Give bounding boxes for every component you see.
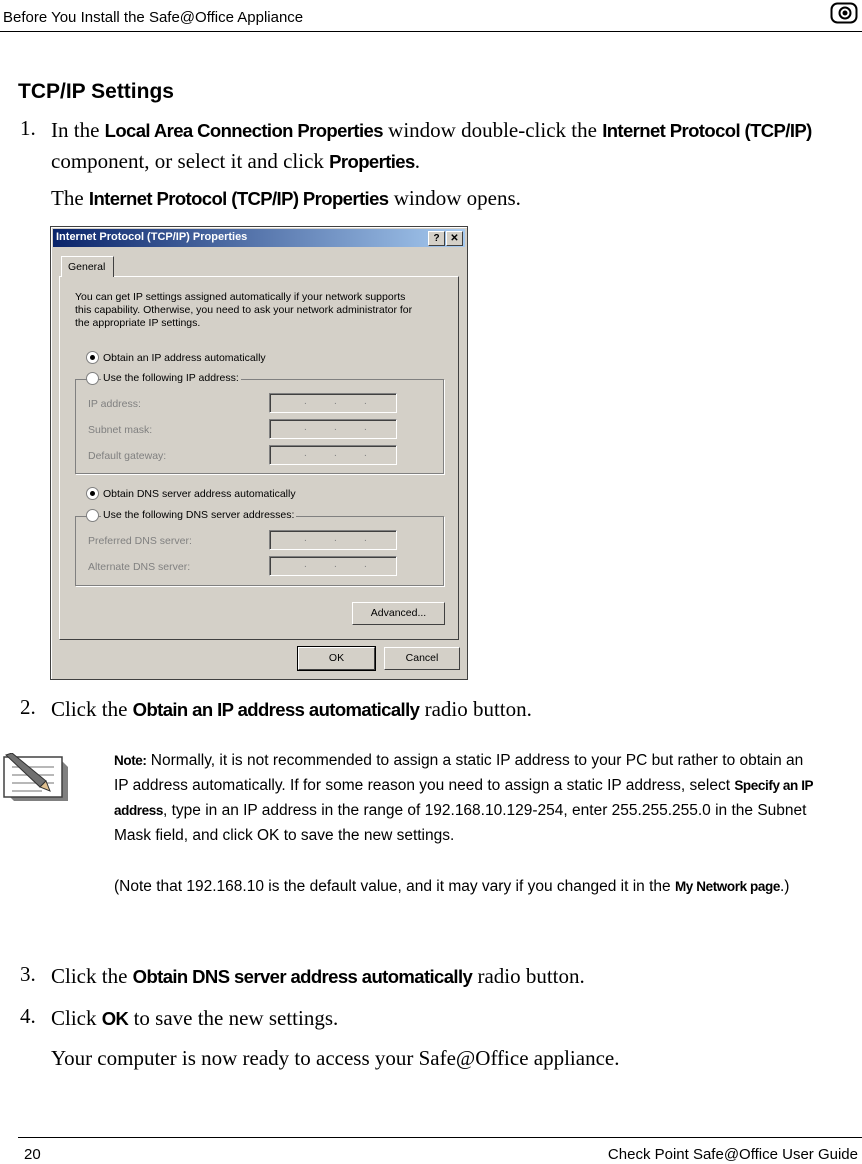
help-button[interactable]: ? (428, 231, 445, 246)
step-1-number: 1. (20, 116, 36, 140)
guide-title: Check Point Safe@Office User Guide (607, 1146, 858, 1163)
section-title: TCP/IP Settings (18, 80, 174, 103)
note-pencil-icon (2, 753, 68, 803)
tcpip-properties-dialog (50, 226, 468, 680)
checkpoint-logo-icon (830, 2, 858, 24)
intro-line-2: this capability. Otherwise, you need to ask your network administrator for (75, 304, 413, 316)
radio-obtain-dns-auto[interactable] (86, 487, 99, 500)
step-1-text: In the Local Area Connection Properties window double-click the Internet Protocol (TCP/IP) component, or select it and click Properties. (51, 118, 812, 173)
close-button[interactable]: ✕ (446, 231, 463, 246)
page-footer (18, 1137, 862, 1164)
step-2-text: Click the Obtain an IP address automatically radio button. (51, 697, 532, 721)
step-4-text: Click OK to save the new settings. (51, 1006, 339, 1030)
step-3-text: Click the Obtain DNS server address automatically radio button. (51, 964, 585, 988)
default-gateway-field[interactable]: . . . (269, 445, 397, 465)
note-paragraph-1: Note: Normally, it is not recommended to assign a static IP address to your PC but rather to obtain an IP address automatically. If for some reason you need to assign a static IP address, select Specify an IP address, type in an IP address in the range of 192.168.10.129-254, enter 255.255.255.0 in the Subnet Mask field, and click OK to save the new settings. (114, 752, 813, 844)
step-1-result: The Internet Protocol (TCP/IP) Properties window opens. (51, 186, 521, 210)
note-box (114, 748, 814, 899)
radio-use-following-ip-label: Use the following IP address: (103, 372, 239, 384)
note-paragraph-2: (Note that 192.168.10 is the default value, and it may vary if you changed it in the My Network page.) (114, 878, 790, 895)
intro-line-3: the appropriate IP settings. (75, 317, 201, 329)
ok-button[interactable]: OK (298, 647, 375, 670)
radio-obtain-dns-auto-label: Obtain DNS server address automatically (103, 488, 296, 500)
radio-use-following-dns-label: Use the following DNS server addresses: (103, 509, 295, 521)
subnet-mask-label: Subnet mask: (88, 424, 153, 436)
step-3-number: 3. (20, 962, 36, 986)
radio-obtain-ip-auto[interactable] (86, 351, 99, 364)
step-2-number: 2. (20, 695, 36, 719)
dialog-title: Internet Protocol (TCP/IP) Properties (56, 231, 248, 243)
page-number: 20 (24, 1146, 41, 1163)
preferred-dns-label: Preferred DNS server: (88, 535, 192, 547)
advanced-button[interactable]: Advanced... (352, 602, 445, 625)
header-title: Before You Install the Safe@Office Appliance (3, 9, 304, 26)
general-panel (59, 276, 459, 640)
intro-line-1: You can get IP settings assigned automatically if your network supports (75, 291, 406, 303)
radio-use-following-dns[interactable] (86, 509, 99, 522)
tab-general[interactable]: General (61, 256, 114, 277)
default-gateway-label: Default gateway: (88, 450, 167, 462)
preferred-dns-field[interactable]: . . . (269, 530, 397, 550)
alternate-dns-field[interactable]: . . . (269, 556, 397, 576)
dialog-title-bar (53, 229, 465, 247)
radio-obtain-ip-auto-label: Obtain an IP address automatically (103, 352, 266, 364)
note-label: Note: (114, 753, 147, 768)
step-4-number: 4. (20, 1004, 36, 1028)
closing-text: Your computer is now ready to access your Safe@Office appliance. (51, 1046, 620, 1070)
cancel-button[interactable]: Cancel (384, 647, 460, 670)
subnet-mask-field[interactable]: . . . (269, 419, 397, 439)
dns-group (75, 516, 444, 586)
ip-address-field[interactable]: . . . (269, 393, 397, 413)
radio-use-following-ip[interactable] (86, 372, 99, 385)
alternate-dns-label: Alternate DNS server: (88, 561, 191, 573)
ip-address-label: IP address: (88, 398, 141, 410)
ip-group (75, 379, 444, 474)
page-header (0, 0, 862, 32)
